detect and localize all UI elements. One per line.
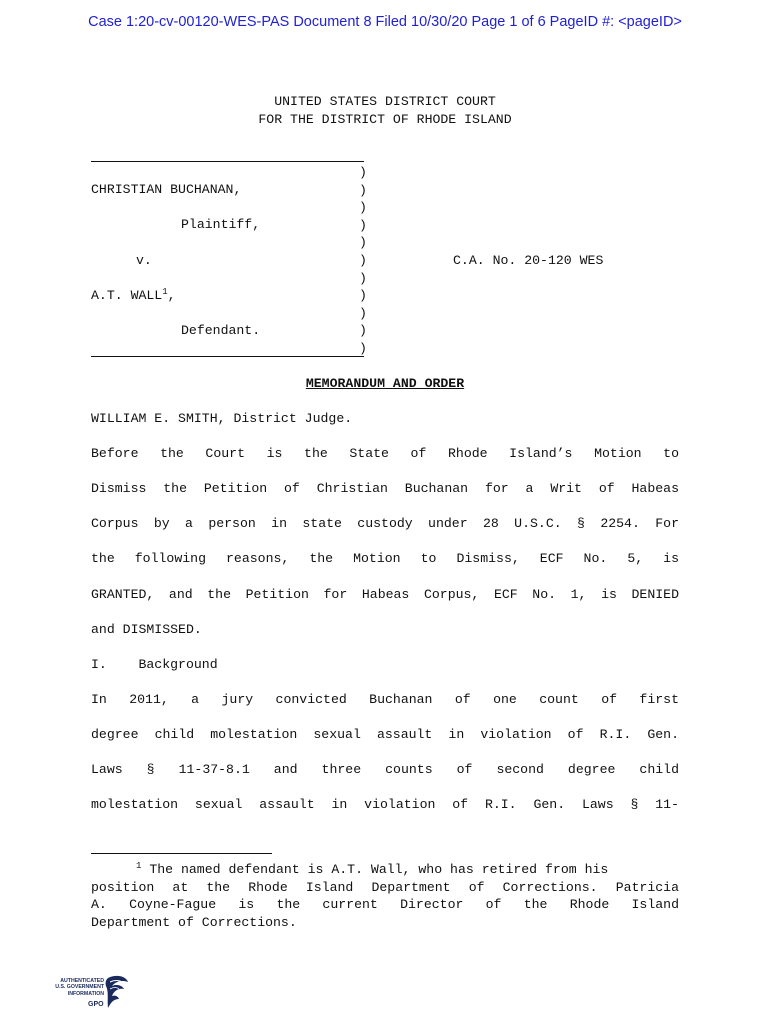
- caption-paren: ): [359, 182, 367, 198]
- gpo-logo-line: AUTHENTICATED: [60, 978, 104, 984]
- footnote-line: Department of Corrections.: [91, 914, 297, 930]
- paragraph-line: Dismiss the Petition of Christian Buchanan for a Writ of Habeas: [91, 481, 679, 496]
- gpo-logo-text: [44, 978, 104, 997]
- gpo-mark: GPO: [88, 1001, 104, 1008]
- gpo-logo-line: INFORMATION: [67, 990, 104, 997]
- caption-paren: ): [359, 340, 367, 356]
- caption-top-rule: [91, 161, 364, 162]
- judge-line: WILLIAM E. SMITH, District Judge.: [91, 411, 353, 426]
- caption-paren: ): [359, 217, 367, 233]
- gpo-logo-line: U.S. GOVERNMENT: [55, 984, 104, 991]
- caption-paren: ): [359, 252, 367, 268]
- case-number: C.A. No. 20-120 WES: [453, 253, 604, 268]
- caption-paren: ): [359, 323, 367, 339]
- caption-parentheses: [359, 164, 367, 358]
- paragraph-line: GRANTED, and the Petition for Habeas Corpus, ECF No. 1, is DENIED: [91, 587, 679, 602]
- caption-paren: ): [359, 270, 367, 286]
- paragraph-line: Before the Court is the State of Rhode Island’s Motion to: [91, 446, 679, 461]
- paragraph-line: Laws § 11-37-8.1 and three counts of second degree child: [91, 762, 679, 777]
- gpo-authentication-logo: [44, 974, 130, 1018]
- paragraph-line: Corpus by a person in state custody under 28 U.S.C. § 2254. For: [91, 516, 679, 531]
- footnote-separator: [91, 853, 272, 854]
- defendant-name: [91, 288, 176, 303]
- paragraph-line: molestation sexual assault in violation of R.I. Gen. Laws § 11-: [91, 797, 679, 812]
- caption-bottom-rule: [91, 356, 364, 357]
- paragraph-line: degree child molestation sexual assault in violation of R.I. Gen.: [91, 727, 679, 742]
- caption-paren: ): [359, 288, 367, 304]
- footnote: [91, 861, 679, 931]
- footnote-line: [91, 861, 679, 879]
- section-heading: I. Background: [91, 657, 218, 672]
- defendant-name-text: A.T. WALL: [91, 288, 163, 303]
- versus: v.: [136, 253, 152, 268]
- document-title: MEMORANDUM AND ORDER: [305, 376, 465, 391]
- caption-paren: ): [359, 235, 367, 251]
- plaintiff-name: CHRISTIAN BUCHANAN,: [91, 182, 242, 197]
- footnote-line: position at the Rhode Island Department of Corrections. Patricia: [91, 879, 679, 895]
- caption-paren: ): [359, 305, 367, 321]
- footnote-line-text: The named defendant is A.T. Wall, who has retired from his: [141, 862, 609, 877]
- ecf-header: Case 1:20-cv-00120-WES-PAS Document 8 Filed 10/30/20 Page 1 of 6 PageID #: <pageID>: [88, 14, 682, 30]
- paragraph-line: and DISMISSED.: [91, 622, 202, 637]
- caption-paren: ): [359, 200, 367, 216]
- footnote-reference[interactable]: 1: [162, 287, 168, 297]
- defendant-comma: ,: [167, 288, 176, 303]
- plaintiff-role: Plaintiff,: [181, 217, 261, 232]
- defendant-role: Defendant.: [181, 323, 261, 338]
- paragraph-line: In 2011, a jury convicted Buchanan of one count of first: [91, 692, 679, 707]
- court-name-line2: FOR THE DISTRICT OF RHODE ISLAND: [258, 112, 512, 127]
- footnote-mark: 1: [136, 861, 142, 871]
- footnote-line: A. Coyne-Fague is the current Director of the Rhode Island: [91, 897, 679, 913]
- caption-paren: ): [359, 165, 367, 180]
- court-name-line1: UNITED STATES DISTRICT COURT: [274, 94, 496, 109]
- eagle-icon: [102, 974, 130, 1014]
- paragraph-line: the following reasons, the Motion to Dismiss, ECF No. 5, is: [91, 551, 679, 566]
